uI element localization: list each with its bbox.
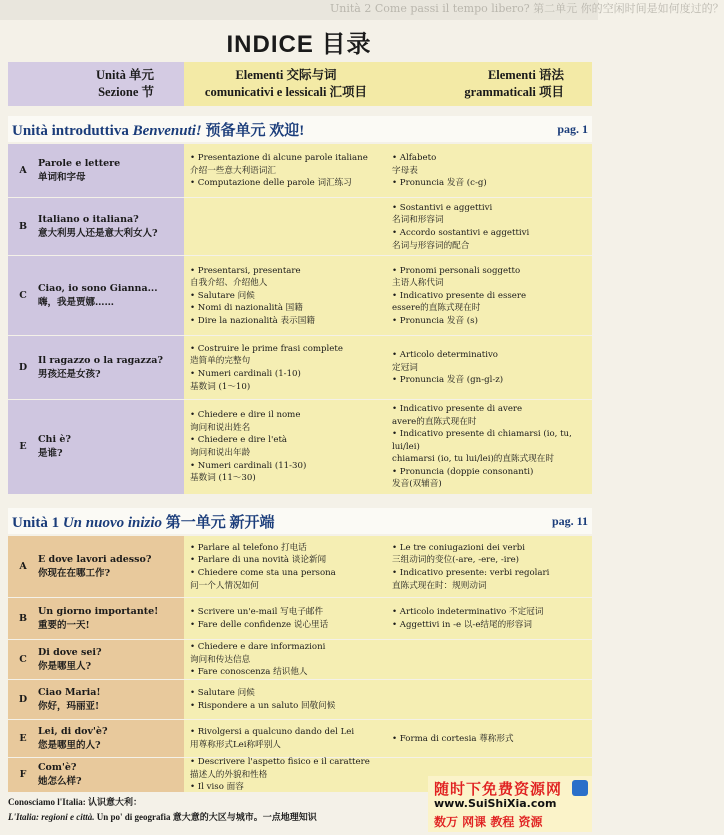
communicative-cell (184, 536, 388, 598)
list-item: • Costruire le prime frasi complete (190, 343, 343, 354)
grammar-cell (388, 598, 592, 640)
list-item: chiamarsi (io, tu lui/lei)的直陈式现在时 (392, 454, 554, 465)
header-communicative-column: Elementi 交际与词 comunicativi e lessicali 汇项目 (184, 62, 388, 106)
list-item: 基数词 (1～10) (190, 381, 251, 392)
list-item: • Numeri cardinali (1-10) (190, 369, 301, 379)
section-cell (8, 536, 184, 598)
section-letter: B (18, 613, 28, 624)
bleed-through-text: Unità 2 Come passi il tempo libero? 第二单元 你的空闲时间是如何度过的？ (0, 0, 598, 20)
list-item: 造简单的完整句 (190, 356, 251, 367)
table-row (8, 598, 592, 640)
header-unit-column: Unità 单元 Sezione 节 (8, 62, 184, 106)
section-title-it: Il ragazzo o la ragazza? (38, 355, 163, 366)
grammar-cell (388, 144, 592, 198)
list-item: • Indicativo presente di essere (392, 290, 527, 301)
list-item: • Fare conoscenza 结识他人 (190, 667, 308, 678)
list-item: avere的直陈式现在时 (392, 416, 477, 427)
section-title-zh: 你现在在哪工作? (38, 568, 111, 579)
list-item: 定冠词 (392, 362, 418, 373)
grammar-cell (388, 336, 592, 400)
table-row (8, 256, 592, 336)
communicative-cell (184, 680, 388, 720)
list-item: • Presentarsi, presentare (190, 265, 301, 276)
list-item: 询问和说出姓名 (190, 422, 251, 433)
section-title-it: E dove lavori adesso? (38, 554, 152, 565)
list-item: 介绍一些意大利语词汇 (190, 165, 276, 176)
list-item: • Fare delle confidenze 说心里话 (190, 620, 329, 630)
list-item: • Salutare 问候 (190, 290, 255, 301)
list-item: 用尊称形式Lei称呼别人 (190, 740, 281, 750)
list-item: • Sostantivi e aggettivi (392, 202, 493, 213)
list-item: • Nomi di nazionalità 国籍 (190, 303, 303, 314)
list-item: • Indicativo presente: verbi regolari (392, 568, 550, 578)
communicative-cell (184, 758, 388, 792)
section-title-zh: 重要的一天! (38, 620, 90, 631)
page-number: pag. 1 (557, 121, 588, 136)
list-item: • Salutare 问候 (190, 688, 255, 699)
section-cell (8, 198, 184, 256)
table-row (8, 198, 592, 256)
list-item: • Rispondere a un saluto 回敬问候 (190, 701, 336, 711)
list-item: 名词和形容词 (392, 215, 444, 226)
list-item: • Accordo sostantivi e aggettivi (392, 228, 530, 238)
table-row (8, 640, 592, 680)
list-item: • Forma di cortesia 尊称形式 (392, 733, 514, 744)
list-item: • Dire la nazionalità 表示国籍 (190, 315, 315, 326)
list-item: 名词与形容词的配合 (392, 240, 470, 251)
list-item: • Chiedere e dare informazioni (190, 642, 326, 653)
list-item: 直陈式现在时：规则动词 (392, 580, 487, 591)
header-grammar-column: Elementi 语法 grammaticali 项目 (388, 62, 592, 106)
grammar-cell (388, 256, 592, 336)
list-item: 字母表 (392, 165, 418, 176)
section-title-zh: 是谁? (38, 448, 63, 459)
list-item: 询问和说出年龄 (190, 448, 251, 458)
communicative-cell (184, 198, 388, 256)
communicative-cell (184, 640, 388, 680)
table-header (8, 62, 592, 106)
unit-1-title: Unità 1 Un nuovo inizio 第一单元 新开端 pag. 11 (8, 508, 592, 534)
section-cell (8, 720, 184, 758)
list-item: • Le tre coniugazioni dei verbi (392, 542, 525, 553)
section-title-zh: 您是哪里的人? (38, 740, 101, 751)
communicative-cell (184, 256, 388, 336)
list-item: • Pronuncia 发音 (s) (392, 315, 478, 326)
list-item: • Articolo indeterminativo 不定冠词 (392, 607, 544, 618)
list-item: 发音(双辅音) (392, 479, 442, 490)
list-item: • Chiedere e dire l'età (190, 435, 288, 446)
grammar-cell (388, 640, 592, 680)
table-row (8, 336, 592, 400)
table-row (8, 680, 592, 720)
list-item: • Pronuncia (doppie consonanti) (392, 466, 534, 477)
section-title-it: Ciao, io sono Gianna... (38, 283, 158, 294)
section-cell (8, 758, 184, 792)
section-title-zh: 单词和字母 (38, 172, 86, 183)
page-number: pag. 11 (551, 513, 588, 528)
communicative-cell (184, 144, 388, 198)
section-title-it: Lei, di dov'è? (38, 726, 108, 737)
list-item: 询问和传达信息 (190, 654, 251, 665)
section-letter: B (18, 221, 28, 232)
section-letter: F (19, 769, 27, 780)
section-cell (8, 400, 184, 494)
grammar-cell (388, 720, 592, 758)
footer-note: Conosciamo l'Italia: 认识意大利： L'Italia: regioni e città. Un po' di geografia 意大意的大区与城市。一点地理知识 (8, 797, 317, 822)
section-letter: C (19, 290, 27, 301)
list-item: • Descrivere l'aspetto fisico e il carattere (190, 757, 370, 768)
list-item: • Numeri cardinali (11-30) (190, 460, 307, 471)
communicative-cell (184, 598, 388, 640)
section-cell (8, 680, 184, 720)
section-title-zh: 你好，玛丽亚! (38, 701, 100, 712)
communicative-cell (184, 400, 388, 494)
list-item: • Articolo determinativo (392, 350, 498, 361)
section-title-zh: 你是哪里人? (38, 661, 92, 672)
list-item: • Pronuncia 发音 (c-g) (392, 178, 487, 189)
list-item: 基数词 (11～30) (190, 473, 256, 484)
table-row (8, 400, 592, 494)
shield-icon (572, 780, 588, 796)
table-row (8, 536, 592, 598)
section-cell (8, 256, 184, 336)
list-item: • Parlare al telefono 打电话 (190, 542, 307, 553)
section-title-zh: 她怎么样? (38, 776, 82, 787)
list-item: • Pronuncia 发音 (gn-gl-z) (392, 375, 504, 386)
section-title-it: Di dove sei? (38, 647, 102, 658)
grammar-cell (388, 198, 592, 256)
section-letter: E (19, 441, 27, 452)
list-item: • Indicativo presente di avere (392, 403, 523, 414)
section-letter: E (19, 733, 27, 744)
list-item: • Il viso 面容 (190, 782, 244, 793)
list-item: 主语人称代词 (392, 278, 444, 289)
section-title-it: Un giorno importante! (38, 606, 159, 617)
table-row (8, 720, 592, 758)
section-cell (8, 640, 184, 680)
unit-1-section (8, 536, 592, 792)
list-item: • Rivolgersi a qualcuno dando del Lei (190, 727, 355, 738)
section-letter: D (18, 362, 28, 373)
section-letter: A (19, 561, 27, 572)
list-item: • Computazione delle parole 词汇练习 (190, 178, 352, 189)
unit-introduttiva-section (8, 144, 592, 494)
list-item: 三组动词的变位(-are, -ere, -ire) (392, 555, 520, 566)
list-item: 自我介绍、介绍他人 (190, 278, 268, 289)
list-item: 问一个人情况如何 (190, 580, 259, 591)
watermark-logo: 随时下免费资源网 www.SuiShiXia.com 数万 网课 教程 资源 (428, 776, 592, 832)
section-cell (8, 598, 184, 640)
section-cell (8, 144, 184, 198)
section-letter: A (19, 165, 27, 176)
section-title-it: Ciao Maria! (38, 687, 101, 698)
list-item: • Chiedere come sta una persona (190, 568, 336, 578)
list-item: • Pronomi personali soggetto (392, 265, 521, 276)
list-item: essere的直陈式现在时 (392, 303, 481, 314)
page-title: INDICE 目录 (226, 31, 372, 58)
table-row (8, 144, 592, 198)
unit-introduttiva-title: Unità introduttiva Benvenuti! 预备单元 欢迎! pag. 1 (8, 116, 592, 142)
list-item: • Aggettivi in -e 以-e结尾的形容词 (392, 620, 532, 630)
section-title-zh: 男孩还是女孩? (38, 369, 101, 380)
section-cell (8, 336, 184, 400)
communicative-cell (184, 336, 388, 400)
list-item: • Presentazione di alcune parole italiane (190, 153, 368, 164)
list-item: • Parlare di una novità 谈论新闻 (190, 555, 327, 566)
list-item: • Indicativo presente di chiamarsi (io, tu, lui/lei) (392, 429, 572, 452)
section-title-it: Parole e lettere (38, 158, 121, 169)
section-title-zh: 嗨，我是贾娜…… (38, 297, 115, 308)
communicative-cell (184, 720, 388, 758)
grammar-cell (388, 536, 592, 598)
list-item: 描述人的外貌和性格 (190, 769, 268, 780)
list-item: • Chiedere e dire il nome (190, 410, 301, 421)
grammar-cell (388, 400, 592, 494)
section-letter: C (19, 654, 27, 665)
section-title-zh: 意大利男人还是意大利女人? (38, 228, 158, 239)
grammar-cell (388, 680, 592, 720)
list-item: • Alfabeto (392, 153, 437, 164)
section-letter: D (18, 694, 28, 705)
section-title-it: Italiano o italiana? (38, 214, 139, 225)
section-title-it: Com'è? (38, 762, 77, 773)
section-title-it: Chi è? (38, 434, 71, 445)
list-item: • Scrivere un'e-mail 写电子邮件 (190, 607, 324, 618)
